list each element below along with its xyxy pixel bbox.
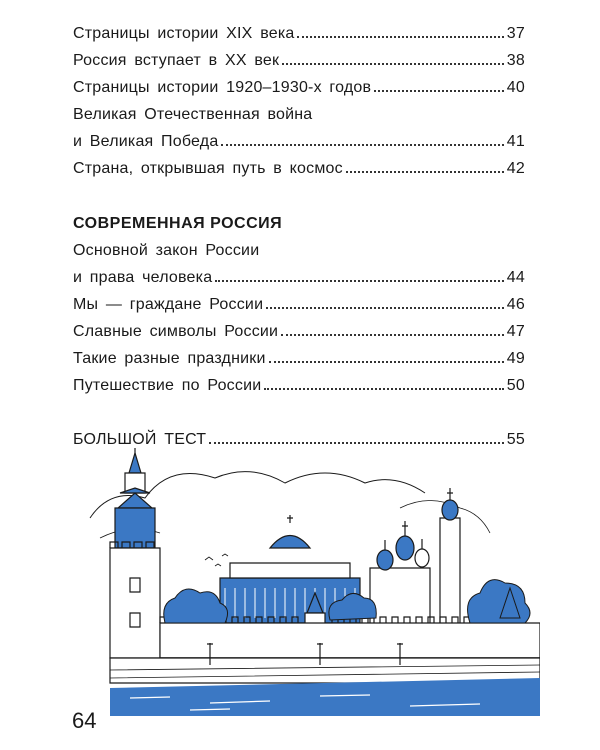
leader-dots — [281, 334, 504, 336]
toc-entry — [73, 128, 525, 155]
toc-entry — [73, 47, 525, 74]
toc-entry — [73, 372, 525, 399]
toc-entry-line1 — [73, 237, 525, 264]
toc-entry-title: Страна, открывшая путь в космос — [73, 160, 343, 177]
table-of-contents — [73, 20, 525, 453]
toc-entry — [73, 318, 525, 345]
leader-dots — [269, 361, 504, 363]
toc-entry-title: Такие разные праздники — [73, 350, 266, 367]
toc-entry-page: 46 — [506, 296, 525, 313]
leader-dots — [264, 388, 503, 390]
toc-entry-page: 44 — [506, 269, 525, 286]
toc-entry-title: Страницы истории XIX века — [73, 25, 295, 42]
toc-entry-line1 — [73, 101, 525, 128]
toc-entry-title: Славные символы России — [73, 323, 279, 340]
toc-entry-page: 50 — [506, 377, 525, 394]
toc-entry — [73, 74, 525, 101]
leader-dots — [221, 144, 503, 146]
section-heading: СОВРЕМЕННАЯ РОССИЯ — [73, 215, 283, 232]
toc-entry-page: 40 — [506, 79, 525, 96]
toc-entry-title: Мы — граждане России — [73, 296, 264, 313]
leader-dots — [215, 280, 504, 282]
toc-entry — [73, 20, 525, 47]
leader-dots — [346, 171, 504, 173]
leader-dots — [282, 63, 504, 65]
toc-entry-page: 42 — [506, 160, 525, 177]
toc-entry-title: и права человека — [73, 269, 213, 286]
toc-entry-title: Россия вступает в XX век — [73, 52, 280, 69]
toc-entry — [73, 345, 525, 372]
toc-entry-title: Путешествие по России — [73, 377, 262, 394]
toc-entry-page: 38 — [506, 52, 525, 69]
toc-entry — [73, 291, 525, 318]
toc-entry-title: БОЛЬШОЙ ТЕСТ — [73, 431, 207, 448]
leader-dots — [266, 307, 504, 309]
page-number: 64 — [72, 708, 97, 733]
kremlin-tower — [110, 448, 160, 658]
toc-entry — [73, 264, 525, 291]
leader-dots — [209, 442, 504, 444]
toc-entry — [73, 155, 525, 182]
leader-dots — [374, 90, 504, 92]
toc-entry-title: и Великая Победа — [73, 133, 219, 150]
toc-entry-page: 47 — [506, 323, 525, 340]
toc-entry-title-line1: Основной закон России — [73, 242, 260, 259]
kremlin-illustration — [70, 448, 540, 716]
leader-dots — [297, 36, 503, 38]
toc-entry-page: 37 — [506, 25, 525, 42]
cathedrals — [370, 488, 460, 628]
toc-entry-title-line1: Великая Отечественная война — [73, 106, 313, 123]
toc-entry-page: 41 — [506, 133, 525, 150]
toc-entry-page: 55 — [506, 431, 525, 448]
river — [110, 678, 540, 716]
toc-entry-title: Страницы истории 1920–1930-х годов — [73, 79, 372, 96]
toc-entry-page: 49 — [506, 350, 525, 367]
